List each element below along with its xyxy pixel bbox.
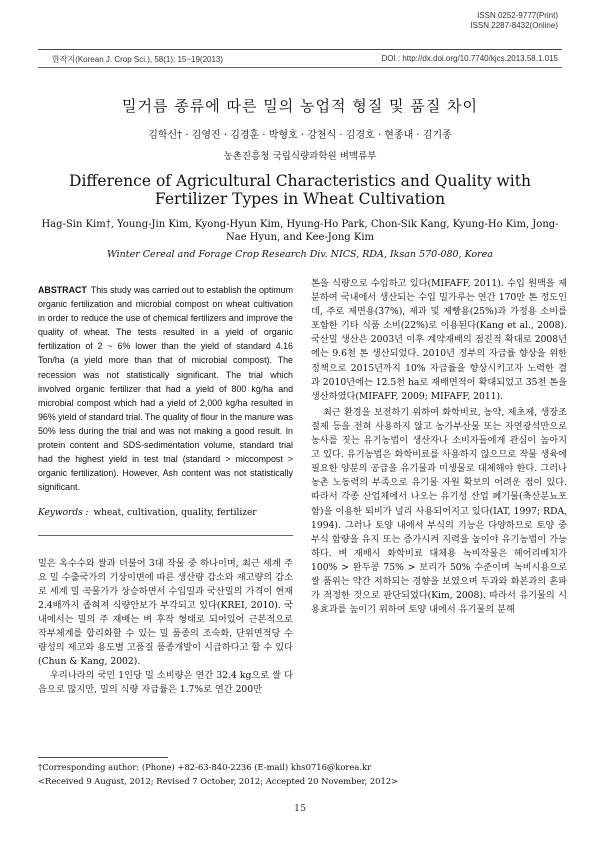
page-number: 15	[293, 803, 307, 814]
english-authors: Hag-Sin Kim†, Young-Jin Kim, Kyong-Hyun Kim, Hyung-Ho Park, Chon-Sik Kang, Kyung-Ho Kim, Jong-Nae Hyun, and Kee-Jong Kim	[41, 219, 559, 243]
issn-online: ISSN 2287-8432(Online)	[470, 21, 558, 30]
body-paragraph: 톤을 식량으로 수입하고 있다(MIFAFF, 2011). 수입 원맥을 제분하여 국내에서 생산되는 수입 밀가루는 연간 170만 톤 정도인데, 주로 제면용(37%), 제과 및 제빵용(25%)과 가정용 소비를 포함한 기타 식품 소비(22%)로 이용된다(Kang et al., 2008). 국산밀 생산은 2003년 이후 계약재배의 점진적 확대로 2008년에는 9.6천 톤 생산되었다. 2010년 정부의 자급률 향상을 위한 정책으로 2015년까지 10% 자급률을 향상시키고자 노력한 결과 2010년에는 12.5천 ha로 재배면적이 확대되었고 35천 톤을 생산하였다(MIFAFF, 2009; MIFAFF, 2011).	[311, 278, 567, 402]
keywords-label: Keywords :	[38, 508, 89, 519]
english-affiliation: Winter Cereal and Forage Crop Research Div. NICS, RDA, Iksan 570-080, Korea	[107, 249, 493, 260]
body-paragraph: 밀은 옥수수와 쌀과 더불어 3대 작물 중 하나이며, 최근 세계 주요 밀 수출국가의 기상이변에 따른 생산량 감소와 재고량의 감소로 세계 밀 곡물가가 상승하면서 수입밀과 국산밀의 가격이 현재 2.4배까지 좁혀져 식량안보가 부각되고 있다(KREI, 2010). 국내에서는 밀의 주 재배는 벼 후작 형태로 되어있어 근본적으로 작부체계를 합리화할 수 있는 밀 품종의 조숙화, 단위면적당 수량성의 제고와 용도별 고품질 품종개발이 시급하다고 할 수 있다(Chun & Kang, 2002).	[38, 557, 293, 668]
korean-affiliation: 농촌진흥청 국립식량과학원 벼맥류부	[223, 151, 377, 162]
header-rule	[38, 49, 562, 50]
footnotes	[38, 760, 562, 788]
body-paragraph: 최근 환경을 보전하기 위하여 화학비료, 농약, 제초제, 생장조절제 등을 전혀 사용하지 않고 농가부산물 또는 자연광석만으로 농사를 짓는 유기농법이 생산자나 소비자들에게 관심이 높아지고 있다. 유기농법은 화학비료를 사용하지 않으므로 작물 생육에 필요한 양분의 공급을 유기물과 미생물로 대체해야 한다. 그러나 농촌 노동력의 부족으로 유기물 자원 확보의 어려운 점이 있다. 따라서 각종 산업체에서 나오는 유기성 산업 폐기물(축산분뇨포함)을 이용한 퇴비가 널리 사용되어지고 있다(IAT, 1997; RDA, 1994). 그러나 토양 내에서 부식의 기능은 다양하므로 토양 중 부식 함량을 유지 또는 증가시켜 지력을 높이야 유기농법이 가능하다. 벼 재배시 화학비료 대체용 녹비작물은 헤어리베치가 100% > 완두콩 75% > 보리가 50% 수준이며 녹비시용으로 쌀 품위는 약간 저하되는 경향을 보였으며 두과와 화본과의 혼파가 적정한 것으로 판단되었다(Kim, 2008). 따라서 유기물의 시용효과를 높이기 위하여 토양 내에서 유기물의 분해	[311, 406, 567, 616]
abstract-text: This study was carried out to establish the optimum organic fertilization and microbial compost on wheat cultivation in order to reduce the use of chemical fertilizers and improve the quality of wheat. The tests resulted in a yield of organic fertilization of 2 ~ 6% lower than the yield of standard 4.16 Ton/ha (a yield more than that of microbial compost). The recession was not statistically significant. The trial which involved organic fertilizer that had a yield of 800 kg/ha and microbial compost which had a yield of 2,000 kg/ha resulted in 96% yield of standard trial. The quality of flour in the manure was 50% less during the trial and was not making a good result. In protein content and SDS-sedimentation volume, standard trial had the highest yield in test trial (standard > miccompost > organic fertilization). However, Ash content was not statistically significant.	[38, 285, 293, 493]
received-dates: <Received 9 August, 2012; Revised 7 October, 2012; Accepted 20 November, 2012>	[38, 776, 399, 786]
abstract-label: ABSTRACT	[38, 285, 87, 295]
doi-link[interactable]: DOI : http://dx.doi.org/10.7740/kjcs.2013.58.1.015	[381, 54, 558, 63]
journal-reference: 한작지(Korean J. Crop Sci.), 58(1): 15~19(2013)	[52, 55, 224, 64]
header-rule-lower	[38, 67, 562, 68]
abstract-rule	[38, 535, 293, 536]
korean-authors: 김학신† · 김영진 · 김경훈 · 박형호 · 강천식 · 김경호 · 현종내 · 김기종	[148, 130, 452, 141]
corresponding-author: †Corresponding author: (Phone) +82-63-840-2236 (E-mail) khs0716@korea.kr	[38, 762, 372, 772]
body-paragraph: 우리나라의 국민 1인당 밀 소비량은 연간 32.4 kg으로 쌀 다음으로 많지만, 밀의 식량 자급률은 1.7%로 연간 200만	[38, 670, 293, 696]
issn-print: ISSN 0252-9777(Print)	[477, 11, 558, 20]
footnote-rule	[38, 757, 168, 758]
english-title: Difference of Agricultural Characteristics and Quality with Fertilizer Types in Wheat Cultivation	[69, 172, 531, 208]
abstract	[38, 283, 293, 494]
korean-title: 밀거름 종류에 따른 밀의 농업적 형질 및 품질 차이	[122, 97, 478, 115]
left-column	[38, 283, 293, 697]
right-column	[311, 277, 567, 617]
keywords-text: wheat, cultivation, quality, fertilizer	[93, 508, 257, 519]
issn-block	[470, 11, 558, 31]
keywords	[38, 506, 293, 520]
left-body	[38, 557, 293, 698]
